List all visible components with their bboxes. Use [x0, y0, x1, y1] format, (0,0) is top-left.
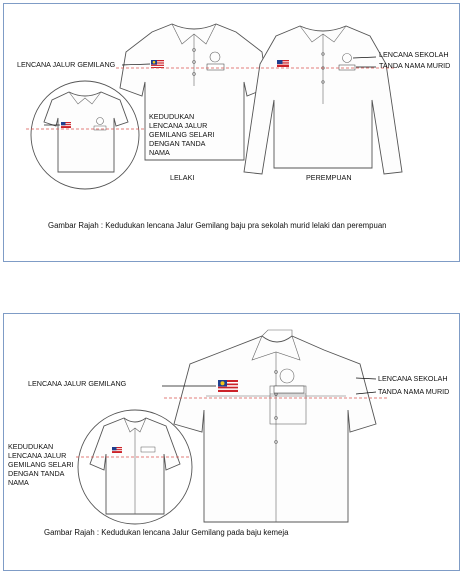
collared-shirt: [174, 330, 376, 522]
label-flag-badge-shirt: LENCANA JALUR GEMILANG: [28, 379, 127, 388]
label-school-badge: LENCANA SEKOLAH: [379, 50, 449, 59]
label-male: LELAKI: [170, 173, 195, 182]
label-female: PEREMPUAN: [306, 173, 352, 182]
note-flag-position: KEDUDUKAN LENCANA JALUR GEMILANG SELARI DENGAN TANDA NAMA: [149, 112, 215, 157]
panel-collared-shirt: [3, 313, 460, 571]
label-student-nametag-shirt: TANDA NAMA MURID: [378, 387, 450, 396]
zoom-circle: [26, 81, 144, 189]
label-school-badge-shirt: LENCANA SEKOLAH: [378, 374, 448, 383]
panel-preschool-shirts: [3, 3, 460, 262]
zoom-circle-shirt: [76, 410, 192, 524]
female-long-sleeve-shirt: [244, 26, 402, 174]
shirt-nametag: [274, 386, 304, 393]
note-flag-position-shirt: KEDUDUKAN LENCANA JALUR GEMILANG SELARI DENGAN TANDA NAMA: [8, 442, 74, 487]
male-flag-badge: [151, 60, 164, 68]
shirt-flag-badge: [218, 380, 238, 392]
male-nametag: [207, 64, 224, 70]
label-flag-badge: LENCANA JALUR GEMILANG: [17, 60, 116, 69]
caption-bottom: Gambar Rajah : Kedudukan lencana Jalur Gemilang pada baju kemeja: [44, 528, 289, 537]
label-student-nametag: TANDA NAMA MURID: [379, 61, 451, 70]
caption-top: Gambar Rajah : Kedudukan lencana Jalur Gemilang baju pra sekolah murid lelaki dan perempuan: [48, 221, 387, 230]
